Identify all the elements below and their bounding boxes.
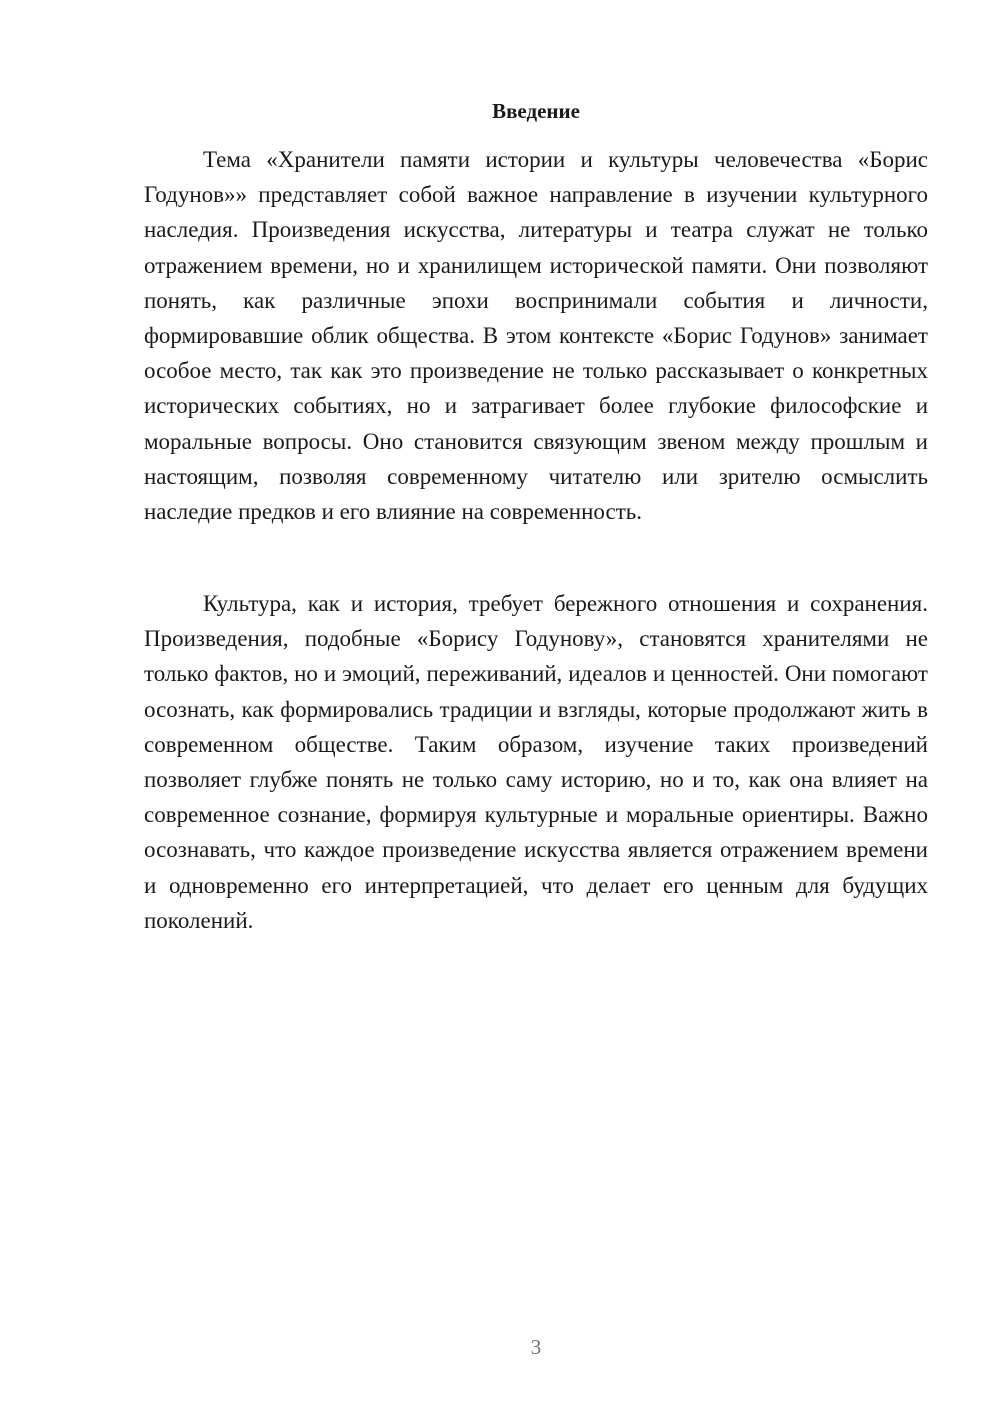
section-heading: Введение [492, 99, 580, 123]
paragraph-2: Культура, как и история, требует бережного отношения и сохранения. Произведения, подобные «Борису Годунову», становятся хранителями не только фактов, но и эмоций, переживаний, идеалов и ценностей. Они помогают осознать, как формировались традиции и взгляды, которые продолжают жить в современном обществе. Таким образом, изучение таких произведений позволяет глубже понять не только саму историю, но и то, как она влияет на современное сознание, формируя культурные и моральные ориентиры. Важно осознавать, что каждое произведение искусства является отражением времени и одновременно его интерпретацией, что делает его ценным для будущих поколений. [144, 591, 928, 933]
page-number: 3 [530, 1335, 542, 1359]
paragraph-1: Тема «Хранители памяти истории и культуры человечества «Борис Годунов»» представляет собой важное направление в изучении культурного наследия. Произведения искусства, литературы и театра служат не только отражением времени, но и хранилищем исторической памяти. Они позволяют понять, как различные эпохи воспринимали события и личности, формировавшие облик общества. В этом контексте «Борис Годунов» занимает особое место, так как это произведение не только рассказывает о конкретных исторических событиях, но и затрагивает более глубокие философские и моральные вопросы. Оно становится связующим звеном между прошлым и настоящим, позволяя современному читателю или зрителю осмыслить наследие предков и его влияние на современность. [144, 147, 928, 525]
